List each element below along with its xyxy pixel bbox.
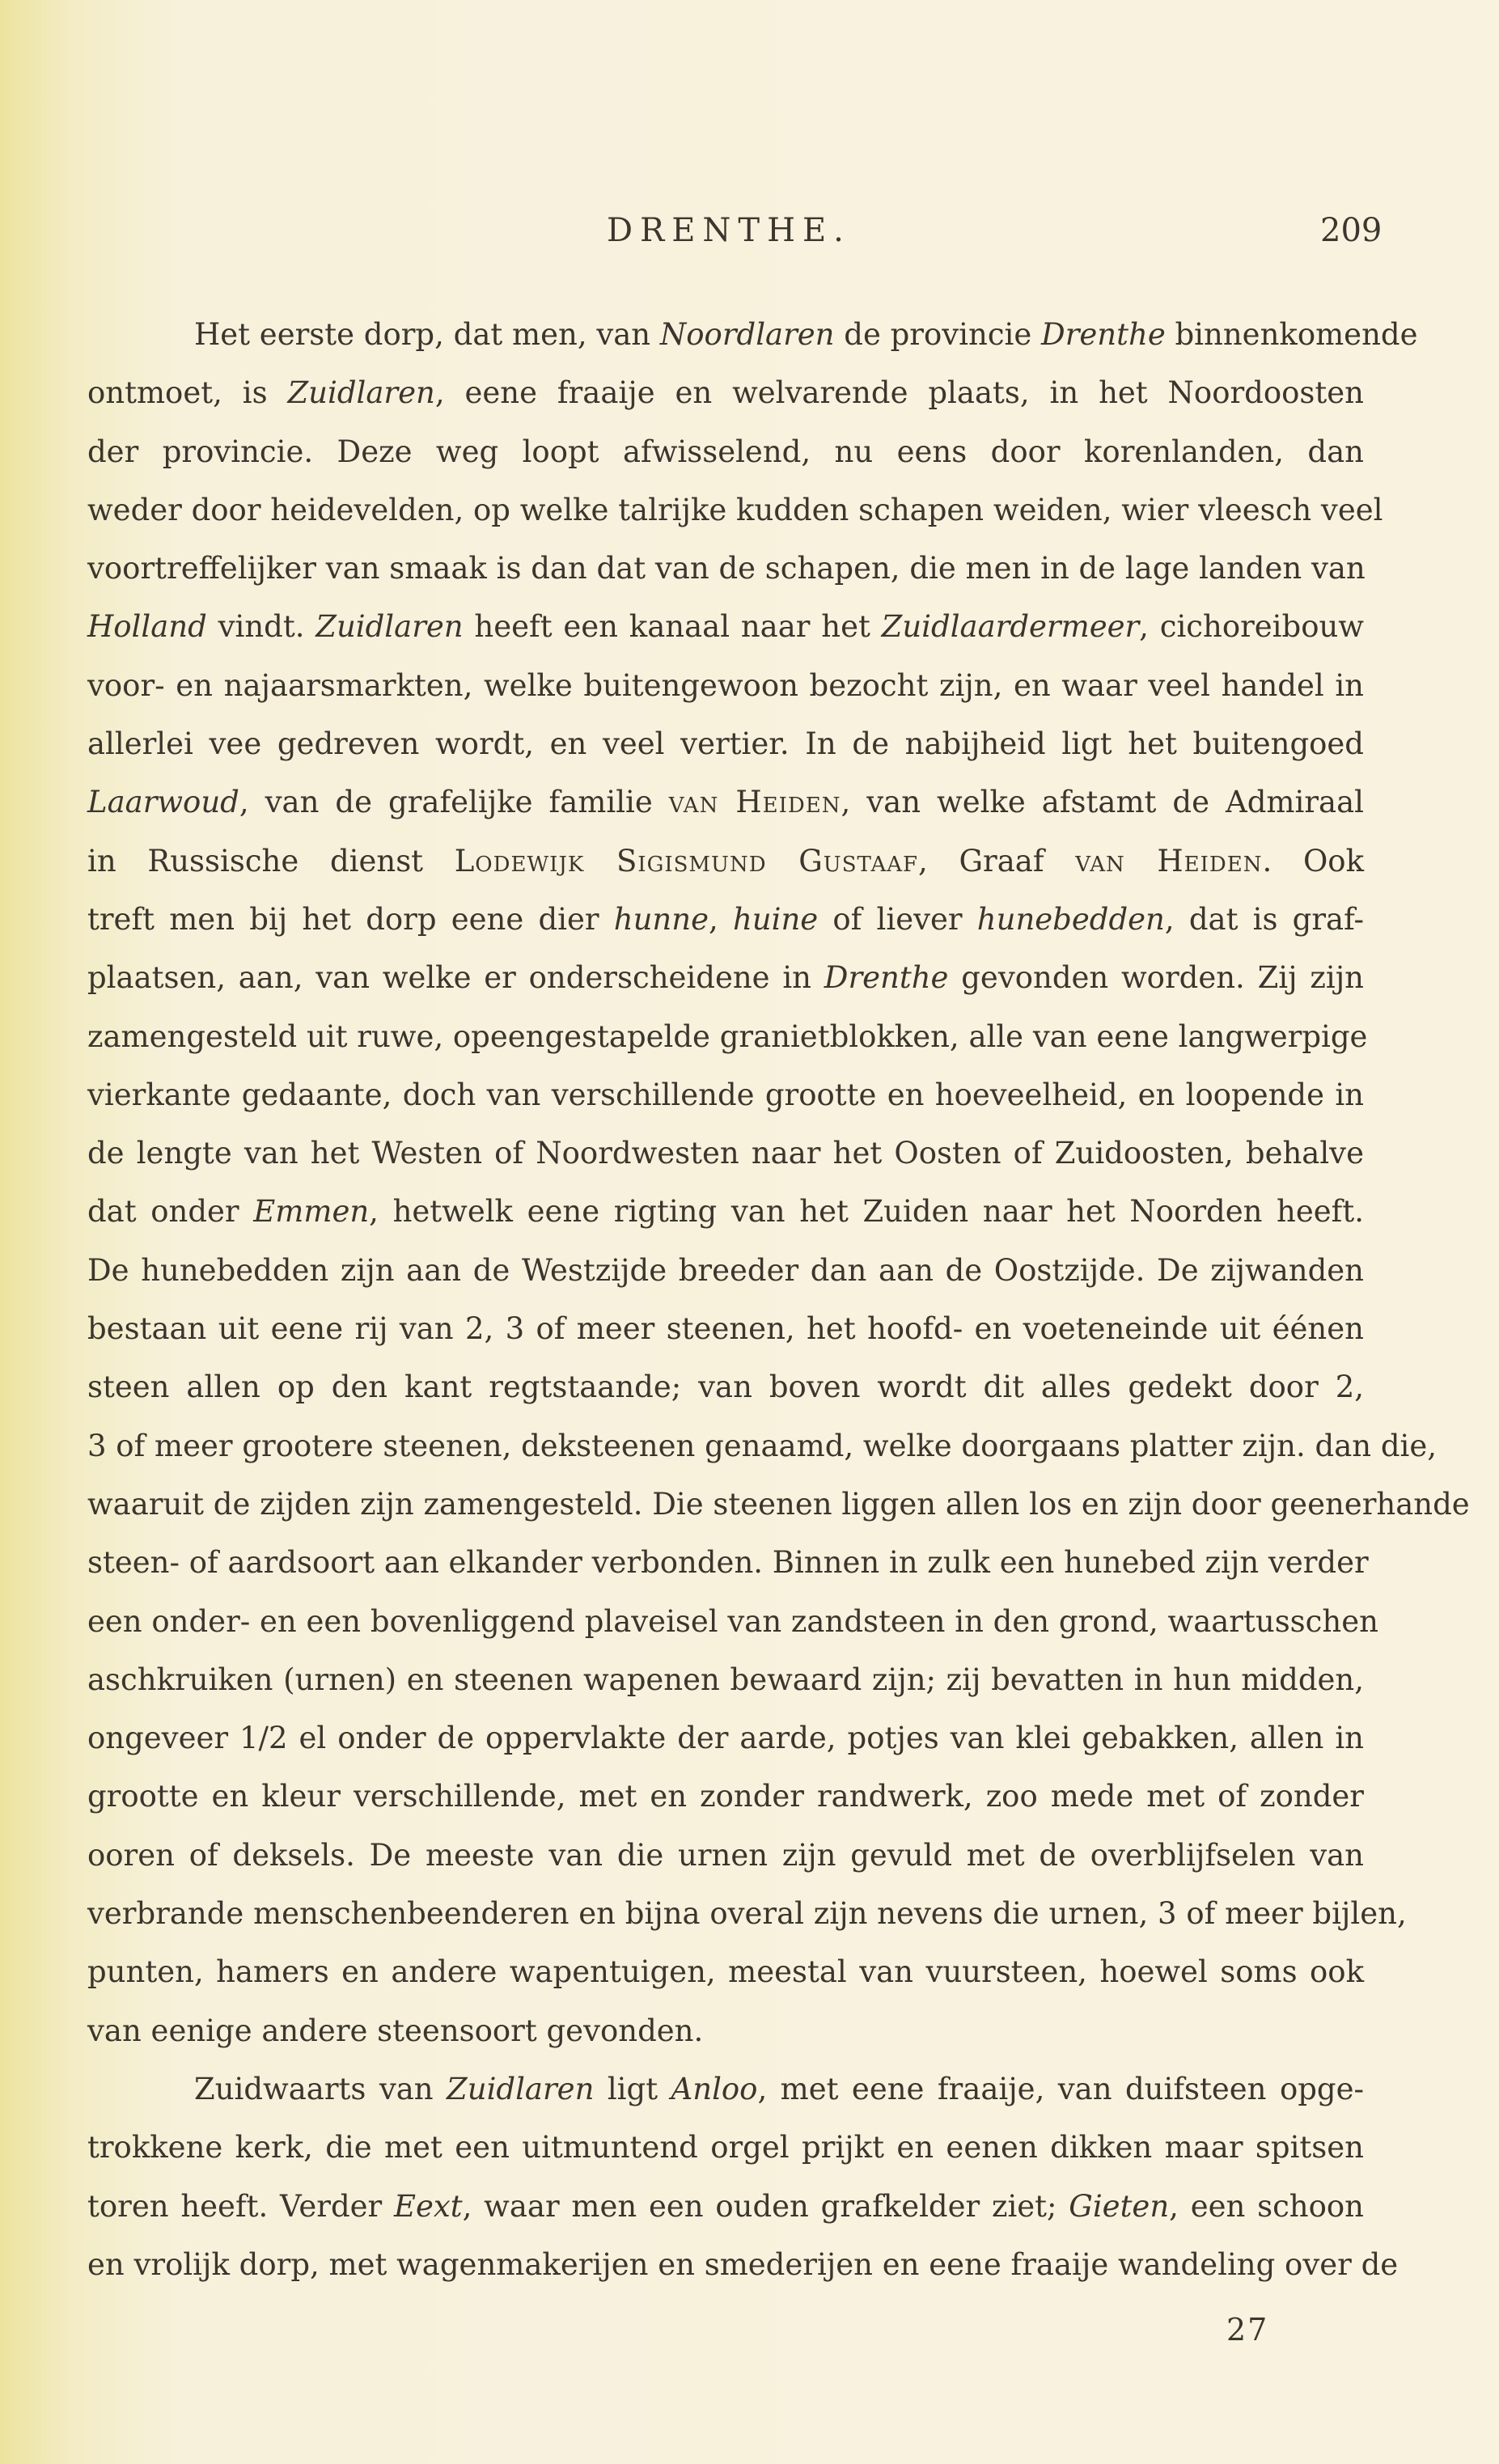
text-line [87,423,1364,481]
text-run: een onder- en een bovenliggend plaveisel van zandsteen in den grond, waartusschen [87,1603,1378,1639]
page-number: 209 [1320,212,1383,249]
text-line [87,1242,1364,1300]
text-line [87,1593,1378,1651]
text-line [87,1768,1364,1826]
text-run: vierkante gedaante, doch van verschillende grootte en hoeveelheid, en loopende in [87,1077,1364,1112]
text-run: de lengte van het Westen of Noordwesten naar het Oosten of Zuidoosten, behalve [87,1136,1364,1171]
text-line [87,1651,1364,1709]
text-run: . Ook [1262,843,1364,878]
text-line [87,1534,1369,1592]
text-run: , een schoon [1169,2188,1365,2224]
text-run: bestaan uit eene rij van 2, 3 of meer steenen, het hoofd- en voeteneinde uit éénen [87,1311,1364,1347]
text-line [87,1358,1364,1416]
text-line [87,540,1364,598]
text-run: ontmoet, is [87,375,288,411]
text-run: ooren of deksels. De meeste van die urnen zijn gevuld met de overblijfselen van [87,1837,1364,1873]
text-line [87,2236,1399,2294]
text-run: vindt. [206,609,316,645]
text-run: , Graaf [918,843,1076,878]
italic-name: huine [732,901,819,937]
text-line [87,1827,1364,1885]
text-run: , cichoreibouw [1139,609,1364,645]
text-line [87,1709,1364,1768]
text-run: De hunebedden zijn aan de Westzijde breeder dan aan de Oostzijde. De zijwanden [87,1252,1364,1288]
text-run: , hetwelk eene rigting van het Zuiden naar het Noorden heeft. [369,1194,1364,1230]
text-line [87,1008,1368,1066]
text-line [87,2002,1364,2060]
text-run: weder door heidevelden, op welke talrijke kudden schapen weiden, wier vleesch veel [87,492,1383,527]
text-line [87,1943,1364,2001]
text-run: ligt [594,2071,671,2106]
text-run: dat onder [87,1194,254,1230]
text-line [87,2060,1364,2119]
small-caps-name: van Heiden [1075,843,1263,878]
text-run: , dat is graf- [1164,901,1364,937]
text-run: verbrande menschenbeenderen en bijna overal zijn nevens die urnen, 3 of meer bijlen, [87,1896,1407,1932]
text-run: Het eerste dorp, dat men, van [194,317,660,352]
italic-name: Emmen [253,1194,370,1230]
text-line [87,306,1418,364]
text-run: plaatsen, aan, van welke er onderscheidene in [87,960,824,996]
text-line [87,1475,1470,1534]
text-run: der provincie. Deze weg loopt afwisselend, nu eens door korenlanden, dan [87,434,1364,469]
small-caps-name: van Heiden [668,785,841,820]
text-run: heeft een kanaal naar het [463,609,882,645]
italic-name: Anloo [671,2071,758,2106]
text-run: en vrolijk dorp, met wagenmakerijen en smederijen en eene fraaije wandeling over de [87,2246,1399,2282]
text-run: van eenige andere steensoort gevonden. [87,2013,704,2048]
italic-name: Zuidlaren [287,375,435,411]
text-run: aschkruiken (urnen) en steenen wapenen bewaard zijn; zij bevatten in hun midden, [87,1662,1364,1697]
text-line [87,1183,1364,1241]
italic-name: Noordlaren [659,317,835,352]
signature-mark: 27 [1226,2312,1269,2348]
text-run: voor- en najaarsmarkten, welke buitengewoon bezocht zijn, en waar veel handel in [87,667,1364,703]
text-run: allerlei vee gedreven wordt, en veel vertier. In de nabijheid ligt het buitengoed [87,726,1364,762]
italic-name: Zuidlaardermeer [881,609,1140,645]
text-line [87,891,1364,949]
text-line [87,598,1364,656]
text-run: waaruit de zijden zijn zamengesteld. Die steenen liggen allen los en zijn door geenerhande [87,1486,1470,1522]
italic-name: Eext [393,2188,463,2224]
text-run: de provincie [834,317,1042,352]
text-run: grootte en kleur verschillende, met en zonder randwerk, zoo mede met of zonder [87,1779,1364,1814]
text-line [87,773,1364,832]
text-run: , [708,901,733,937]
text-run: , eene fraaije en welvarende plaats, in het Noordoosten [434,375,1364,411]
text-run: , met eene fraaije, van duifsteen opge- [757,2071,1364,2106]
text-line [87,1066,1364,1124]
text-run: , van welke afstamt de Admiraal [841,785,1364,820]
text-run: voortreffelijker van smaak is dan dat van de schapen, die men in de lage landen van [87,551,1366,586]
text-line [87,1124,1364,1183]
italic-name: Zuidlaren [447,2071,595,2106]
text-run: 3 of meer grootere steenen, deksteenen genaamd, welke doorgaans platter zijn. dan die, [87,1428,1438,1463]
text-line [87,1300,1364,1358]
body-text [87,306,1470,2294]
text-run: steen allen op den kant regtstaande; van boven wordt dit alles gedekt door 2, [87,1370,1364,1405]
text-line [87,481,1383,540]
text-run: gevonden worden. Zij zijn [948,960,1364,996]
text-run: steen- of aardsoort aan elkander verbonden. Binnen in zulk een hunebed zijn verder [87,1545,1369,1581]
text-line [87,364,1364,422]
text-run: toren heeft. Verder [87,2188,394,2224]
text-line [87,1417,1438,1475]
text-line [87,832,1364,891]
italic-name: Drenthe [1041,317,1166,352]
running-title: DRENTHE. [607,212,851,249]
text-line [87,1885,1407,1943]
text-line [87,949,1364,1007]
text-line [87,2178,1364,2236]
italic-name: Drenthe [824,960,949,996]
page-header [0,212,1499,260]
text-line [87,2119,1364,2177]
text-run: , van de grafelijke familie [239,785,669,820]
text-run: punten, hamers en andere wapentuigen, meestal van vuursteen, hoewel soms ook [87,1954,1364,1990]
italic-name: Zuidlaren [315,609,464,645]
text-run: of liever [818,901,977,937]
italic-name: hunne [613,901,709,937]
text-line [87,715,1364,773]
italic-name: Holland [87,609,207,645]
text-run: ongeveer 1/2 el onder de oppervlakte der aarde, potjes van klei gebakken, allen in [87,1721,1364,1756]
text-run: in Russische dienst [87,843,455,878]
text-run: Zuidwaarts van [194,2071,447,2106]
text-line [87,657,1364,715]
text-run: binnenkomende [1165,317,1418,352]
italic-name: hunebedden [976,901,1165,937]
text-run: zamengesteld uit ruwe, opeengestapelde granietblokken, alle van eene langwerpige [87,1018,1368,1054]
text-run: trokkene kerk, die met een uitmuntend orgel prijkt en eenen dikken maar spitsen [87,2130,1364,2166]
italic-name: Gieten [1069,2188,1170,2224]
italic-name: Laarwoud [87,785,239,820]
text-run: , waar men een ouden grafkelder ziet; [462,2188,1069,2224]
small-caps-name: Lodewijk Sigismund Gustaaf [454,843,919,878]
text-run: treft men bij het dorp eene dier [87,901,614,937]
